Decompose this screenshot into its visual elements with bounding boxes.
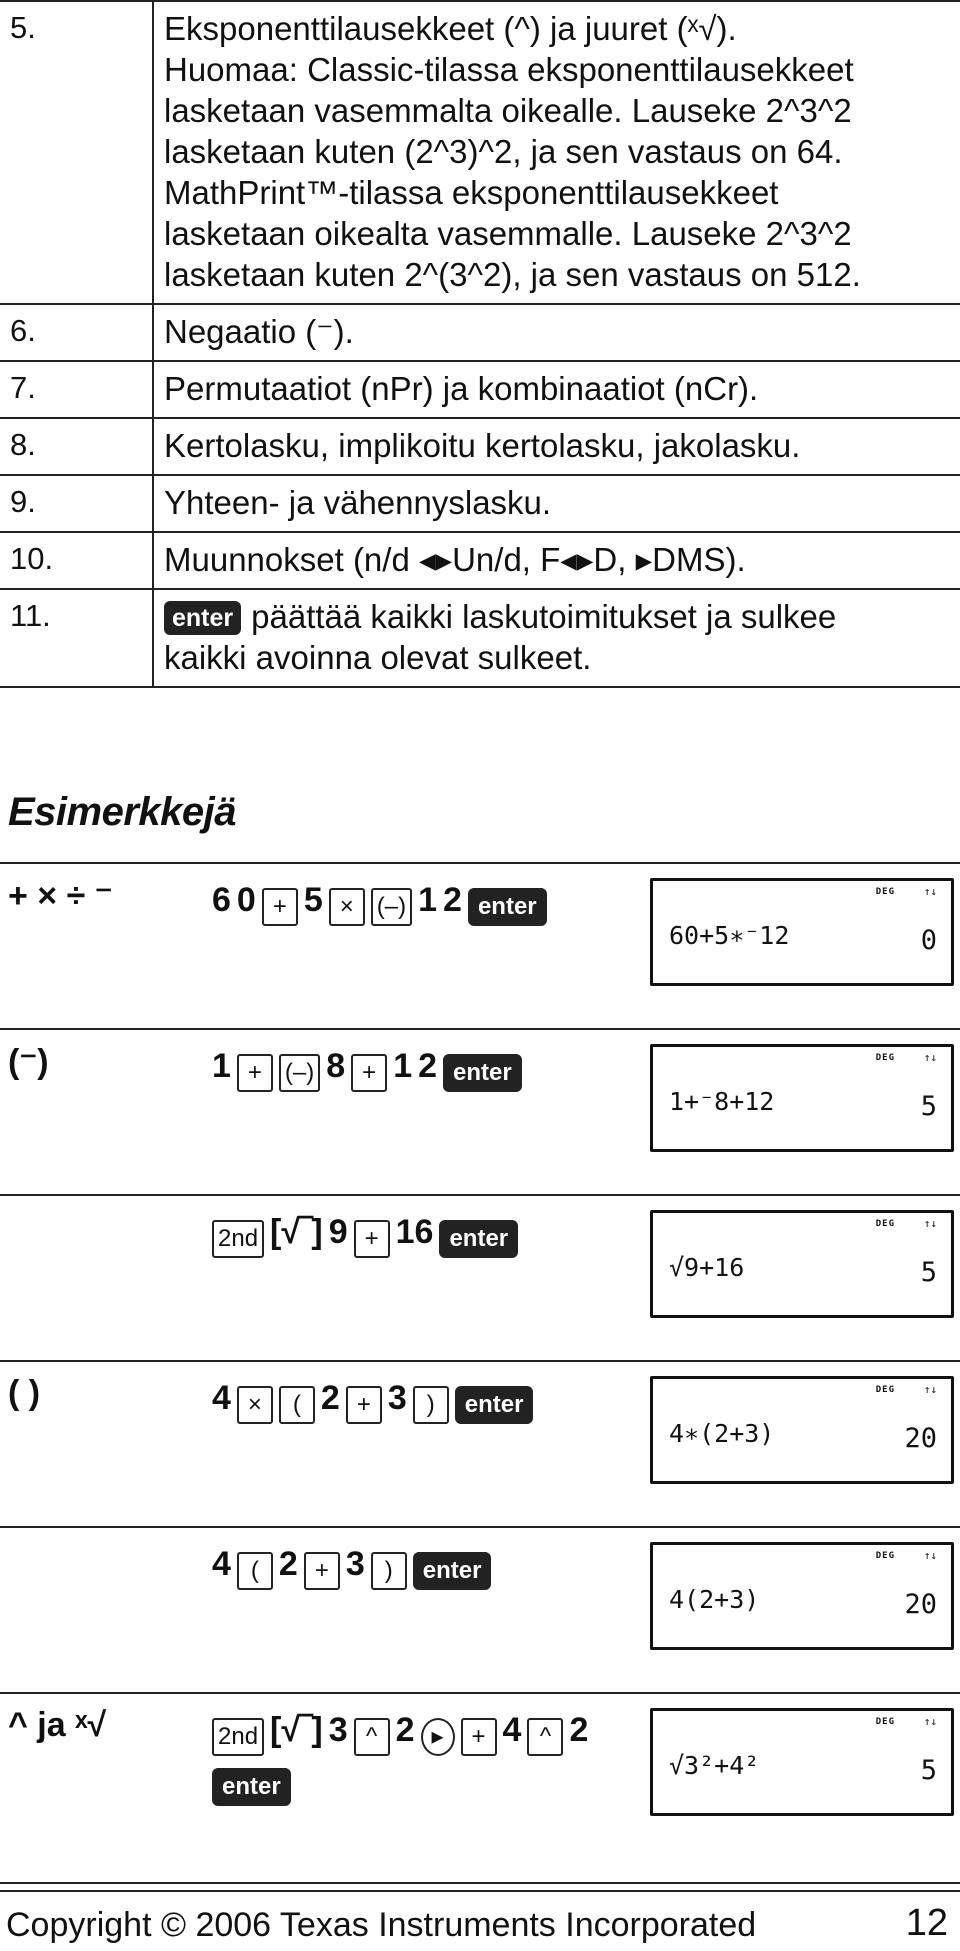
keystroke-digit: 2 (569, 1711, 589, 1749)
calculator-key: ^ (527, 1718, 563, 1756)
scroll-arrows-icon: ↑↓ (923, 1217, 937, 1230)
keystroke-digit: 1 (418, 881, 438, 919)
keystroke-digit: 5 (303, 881, 323, 919)
copyright-text: Copyright © 2006 Texas Instruments Incorporated (6, 1906, 757, 1944)
rule-text (152, 590, 960, 686)
calculator-key: + (262, 888, 298, 926)
right-arrow-key: ▸ (421, 1718, 455, 1756)
keystroke-digit: 3 (345, 1545, 365, 1583)
keystroke-digit: 4 (212, 1379, 231, 1417)
calculator-key: ( (237, 1552, 273, 1590)
rule-line-text: Muunnokset (n/d ◂▸Un/d, F◂▸D, ▸DMS). (164, 541, 746, 578)
rule-line (164, 131, 960, 172)
rule-text (152, 419, 960, 474)
rule-line (164, 311, 960, 352)
rule-number: 9. (10, 484, 36, 519)
rule-line (164, 49, 960, 90)
calculator-key: 2nd (212, 1220, 264, 1258)
example-row (0, 862, 960, 1028)
rule-line (164, 368, 960, 409)
rule-line (164, 425, 960, 466)
example-operator-label: (⁻) (8, 1043, 49, 1081)
screen-expression: √9+16 (669, 1253, 745, 1282)
rule-number: 11. (10, 598, 51, 633)
calculator-screen (650, 878, 954, 986)
angle-mode-indicator: DEG (875, 1717, 895, 1727)
rule-line (164, 213, 960, 254)
calculator-key: (–) (371, 888, 412, 926)
example-row (0, 1194, 960, 1360)
enter-key: enter (443, 1054, 522, 1092)
screen-result: 5 (920, 1091, 937, 1122)
rule-line-text: Eksponenttilausekkeet (^) ja juuret (ˣ√). (164, 10, 737, 47)
keystroke-sequence (212, 1042, 642, 1092)
screen-expression: 4∗(2+3) (669, 1419, 775, 1448)
keystroke-sequence (212, 1706, 642, 1806)
keystroke-digit: 9 (328, 1213, 348, 1251)
keystroke-digit: 16 (395, 1213, 434, 1251)
scroll-arrows-icon: ↑↓ (923, 1715, 937, 1728)
calculator-key: ( (279, 1386, 315, 1424)
keystroke-digit: 0 (236, 881, 256, 919)
rule-text (152, 305, 960, 360)
calculator-key: 2nd (212, 1718, 264, 1756)
enter-key: enter (212, 1768, 291, 1806)
rule-text (152, 533, 960, 588)
rule-number: 7. (10, 370, 36, 405)
precedence-rules-table (0, 0, 960, 688)
calculator-key: + (304, 1552, 340, 1590)
rule-line-text: lasketaan oikealta vasemmalle. Lauseke 2^3^2 (164, 215, 852, 252)
keystroke-digit: 3 (328, 1711, 348, 1749)
calculator-key: ) (413, 1386, 449, 1424)
calculator-screen (650, 1708, 954, 1816)
example-row (0, 1526, 960, 1692)
calculator-key: + (461, 1718, 497, 1756)
screen-expression: 4(2+3) (669, 1585, 760, 1614)
keystroke-digit: 2 (278, 1545, 298, 1583)
calculator-screen (650, 1210, 954, 1318)
keystroke-digit: 2 (395, 1711, 415, 1749)
calculator-key: × (329, 888, 365, 926)
rule-line-text: Kertolasku, implikoitu kertolasku, jakolasku. (164, 427, 801, 464)
angle-mode-indicator: DEG (875, 887, 895, 897)
calculator-screen (650, 1376, 954, 1484)
rule-row (0, 362, 960, 419)
angle-mode-indicator: DEG (875, 1385, 895, 1395)
scroll-arrows-icon: ↑↓ (923, 1549, 937, 1562)
examples-table (0, 862, 960, 1884)
rule-line-text: MathPrint™-tilassa eksponenttilausekkeet (164, 174, 779, 211)
angle-mode-indicator: DEG (875, 1053, 895, 1063)
screen-result: 20 (904, 1423, 937, 1454)
calculator-key: + (351, 1054, 387, 1092)
rule-row (0, 305, 960, 362)
example-row (0, 1360, 960, 1526)
keystroke-sequence (212, 1208, 642, 1258)
rule-line-text: lasketaan kuten 2^(3^2), ja sen vastaus on 512. (164, 256, 861, 293)
rule-row (0, 476, 960, 533)
keystroke-sequence (212, 1374, 642, 1424)
calculator-key: ^ (354, 1718, 390, 1756)
keystroke-digit: 2 (418, 1047, 438, 1085)
rule-line (164, 8, 960, 49)
enter-key-icon: enter (164, 601, 241, 635)
enter-key: enter (455, 1386, 534, 1424)
page-number: 12 (905, 1902, 948, 1944)
rule-line-text: lasketaan vasemmalta oikealle. Lauseke 2^3^2 (164, 92, 852, 129)
enter-key: enter (468, 888, 547, 926)
rule-line-text: Permutaatiot (nPr) ja kombinaatiot (nCr). (164, 370, 759, 407)
example-operator-label: ^ ja ˣ√ (8, 1706, 107, 1744)
scroll-arrows-icon: ↑↓ (923, 885, 937, 898)
enter-key: enter (439, 1220, 518, 1258)
keystroke-digit: 2 (443, 881, 462, 919)
keystroke-sequence (212, 1540, 642, 1590)
calculator-screen (650, 1542, 954, 1650)
screen-result: 0 (920, 925, 937, 956)
rule-number: 6. (10, 313, 36, 348)
calculator-key: + (354, 1220, 390, 1258)
calculator-key: ) (371, 1552, 407, 1590)
example-row (0, 1692, 960, 1884)
keystroke-digit: 3 (387, 1379, 407, 1417)
rule-number: 8. (10, 427, 36, 462)
page-footer (0, 1890, 960, 1951)
scroll-arrows-icon: ↑↓ (923, 1051, 937, 1064)
keystroke-sequence (212, 876, 642, 926)
keystroke-digit: 4 (502, 1711, 522, 1749)
rule-line (164, 482, 960, 523)
rule-line (164, 254, 960, 295)
examples-heading: Esimerkkejä (8, 790, 237, 834)
screen-expression: √3²+4² (669, 1751, 760, 1780)
scroll-arrows-icon: ↑↓ (923, 1383, 937, 1396)
angle-mode-indicator: DEG (875, 1219, 895, 1229)
screen-expression: 1+⁻8+12 (669, 1087, 775, 1116)
rule-line (164, 596, 960, 637)
rule-text (152, 362, 960, 417)
calculator-screen (650, 1044, 954, 1152)
rule-text (152, 476, 960, 531)
calculator-key: + (237, 1054, 273, 1092)
rule-row (0, 0, 960, 305)
screen-expression: 60+5∗⁻12 (669, 921, 790, 950)
keystroke-digit: 4 (212, 1545, 231, 1583)
rule-line-text: lasketaan kuten (2^3)^2, ja sen vastaus on 64. (164, 133, 843, 170)
keystroke-digit: 8 (326, 1047, 346, 1085)
example-operator-label: ( ) (8, 1374, 41, 1412)
screen-result: 5 (920, 1257, 937, 1288)
rule-line-text: Huomaa: Classic-tilassa eksponenttilausekkeet (164, 51, 854, 88)
screen-result: 20 (904, 1589, 937, 1620)
keystroke-digit: 6 (212, 881, 231, 919)
calculator-key: + (346, 1386, 382, 1424)
keystroke-digit: 1 (393, 1047, 413, 1085)
angle-mode-indicator: DEG (875, 1551, 895, 1561)
example-operator-label: + × ÷ ⁻ (8, 877, 113, 915)
rule-row (0, 419, 960, 476)
calculator-key: (–) (279, 1054, 320, 1092)
rule-line-text: päättää kaikki laskutoimitukset ja sulkee (251, 598, 837, 635)
rule-number: 10. (10, 541, 54, 576)
keystroke-digit: 1 (212, 1047, 231, 1085)
rule-line-text: kaikki avoinna olevat sulkeet. (164, 639, 592, 676)
rule-line (164, 90, 960, 131)
rule-line (164, 172, 960, 213)
rule-line (164, 539, 960, 580)
rule-line (164, 637, 960, 678)
screen-result: 5 (920, 1755, 937, 1786)
rule-text (152, 2, 960, 303)
bracket-key-label: [√‾] (270, 1711, 323, 1749)
keystroke-digit: 2 (320, 1379, 340, 1417)
bracket-key-label: [√‾] (270, 1213, 323, 1251)
rule-row (0, 533, 960, 590)
rule-line-text: Yhteen- ja vähennyslasku. (164, 484, 552, 521)
enter-key: enter (413, 1552, 492, 1590)
rule-line-text: Negaatio (⁻). (164, 313, 354, 350)
calculator-key: × (237, 1386, 273, 1424)
rule-row (0, 590, 960, 688)
example-row (0, 1028, 960, 1194)
rule-number: 5. (10, 10, 36, 45)
